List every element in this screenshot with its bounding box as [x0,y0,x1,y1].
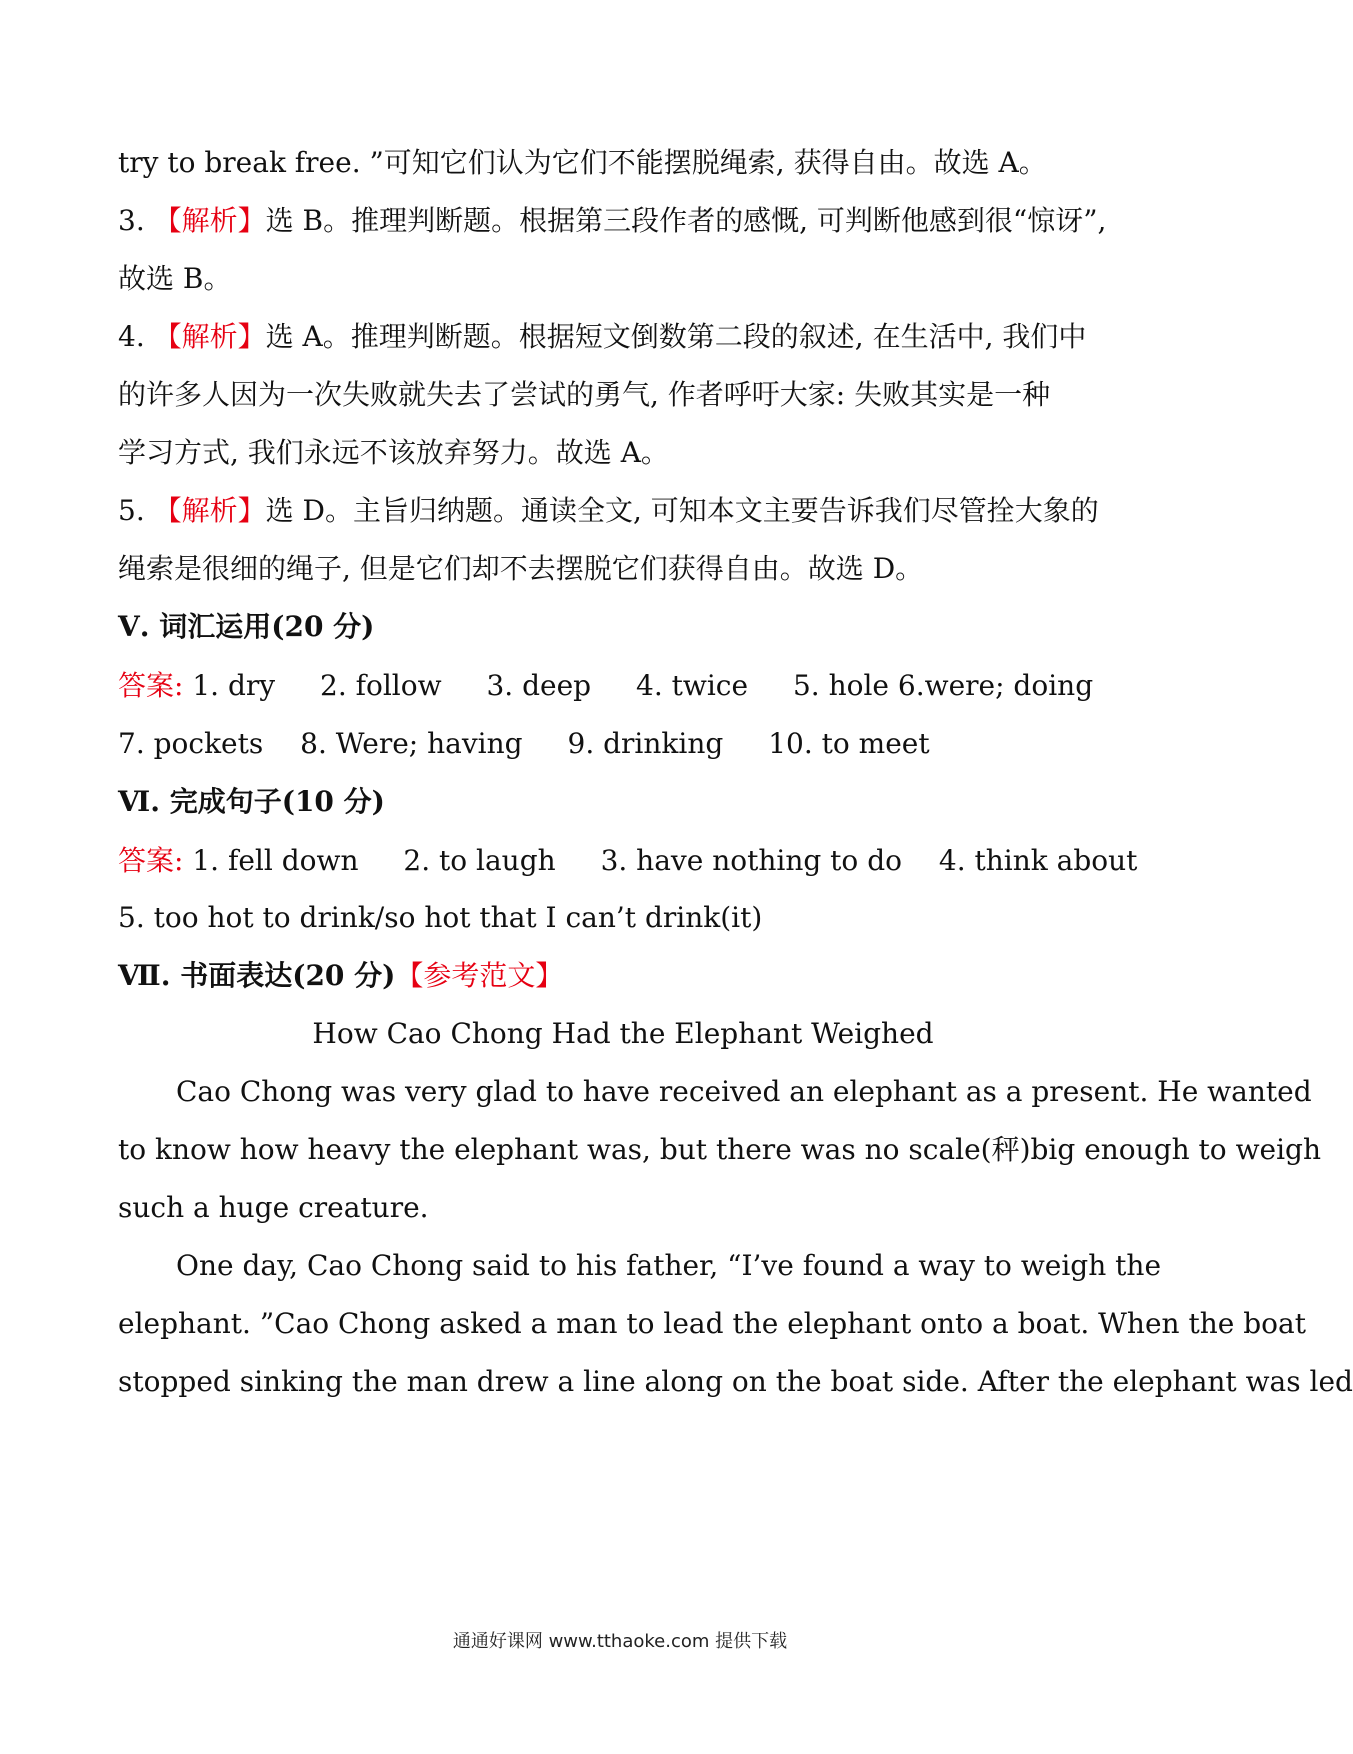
section-6-answers-row-2 [118,898,1128,938]
answer-item: 4. think about [938,844,1138,877]
analysis-text: 选 B。推理判断题。根据第三段作者的感慨, 可判断他感到很“惊讶”, [265,204,1107,237]
section-6-heading: Ⅵ. 完成句子(10 分) [118,785,385,818]
answer-item: 2. follow [320,669,442,702]
analysis-3-line [118,201,1128,241]
answer-item: 5. too hot to drink/so hot that I can’t drink(it) [118,901,763,934]
essay-paragraph-2-line-3: stopped sinking the man drew a line along on the boat side. After the elephant was led [118,1365,1353,1398]
essay-paragraph-1-line-3: such a huge creature. [118,1191,429,1224]
essay-paragraph-2-line-1: One day, Cao Chong said to his father, “I’ve found a way to weigh the [176,1249,1162,1282]
analysis-text: 选 D。主旨归纳题。通读全文, 可知本文主要告诉我们尽管拴大象的 [265,494,1099,527]
text-line-1: try to break free. ”可知它们认为它们不能摆脱绳索, 获得自由。故选 A。 [118,146,1047,179]
answer-item: 3. deep [486,669,592,702]
text-line-3: 故选 B。 [118,262,232,295]
text-line-8: 绳索是很细的绳子, 但是它们却不去摆脱它们获得自由。故选 D。 [118,552,924,585]
answer-item: 2. to laugh [403,844,556,877]
section-5-answers-row-1 [118,666,1128,706]
answer-item: 9. drinking [567,727,724,760]
item-number: 5. [118,494,154,527]
section-7-heading: Ⅶ. 书面表达(20 分) [118,959,396,992]
answer-item: 4. twice [636,669,749,702]
analysis-tag: 【解析】 [153,320,266,353]
reference-essay-tag: 【参考范文】 [395,959,564,992]
section-6-answers-row-1 [118,841,1138,881]
essay-paragraph-1-line-1: Cao Chong was very glad to have received an elephant as a present. He wanted [176,1075,1312,1108]
essay-paragraph-2-line-2: elephant. ”Cao Chong asked a man to lead the elephant onto a boat. When the boat [118,1307,1306,1340]
section-5-heading: Ⅴ. 词汇运用(20 分) [118,610,375,643]
analysis-tag: 【解析】 [153,204,266,237]
answer-label: 答案: [118,669,184,702]
answer-item: 8. Were; having [300,727,523,760]
section-5-answers-row-2 [118,724,1128,764]
section-7-heading-line [118,956,1128,996]
analysis-text: 选 A。推理判断题。根据短文倒数第二段的叙述, 在生活中, 我们中 [265,320,1087,353]
page-footer: 通通好课网 www.tthaoke.com 提供下载 [452,1631,788,1652]
answer-item: 1. dry [192,669,276,702]
essay-paragraph-1-line-2: to know how heavy the elephant was, but there was no scale(秤)big enough to weigh [118,1133,1322,1166]
answer-item: 5. hole 6.were; doing [792,669,1094,702]
item-number: 3. [118,204,154,237]
answer-item: 7. pockets [118,727,264,760]
answer-label: 答案: [118,844,184,877]
answer-item: 10. to meet [768,727,930,760]
analysis-tag: 【解析】 [153,494,266,527]
analysis-4-line [118,317,1128,357]
answer-item: 1. fell down [192,844,359,877]
essay-title: How Cao Chong Had the Elephant Weighed [312,1017,934,1050]
text-line-6: 学习方式, 我们永远不该放弃努力。故选 A。 [118,436,669,469]
analysis-5-line [118,491,1128,531]
text-line-5: 的许多人因为一次失败就失去了尝试的勇气, 作者呼吁大家: 失败其实是一种 [118,378,1051,411]
item-number: 4. [118,320,154,353]
answer-item: 3. have nothing to do [600,844,902,877]
